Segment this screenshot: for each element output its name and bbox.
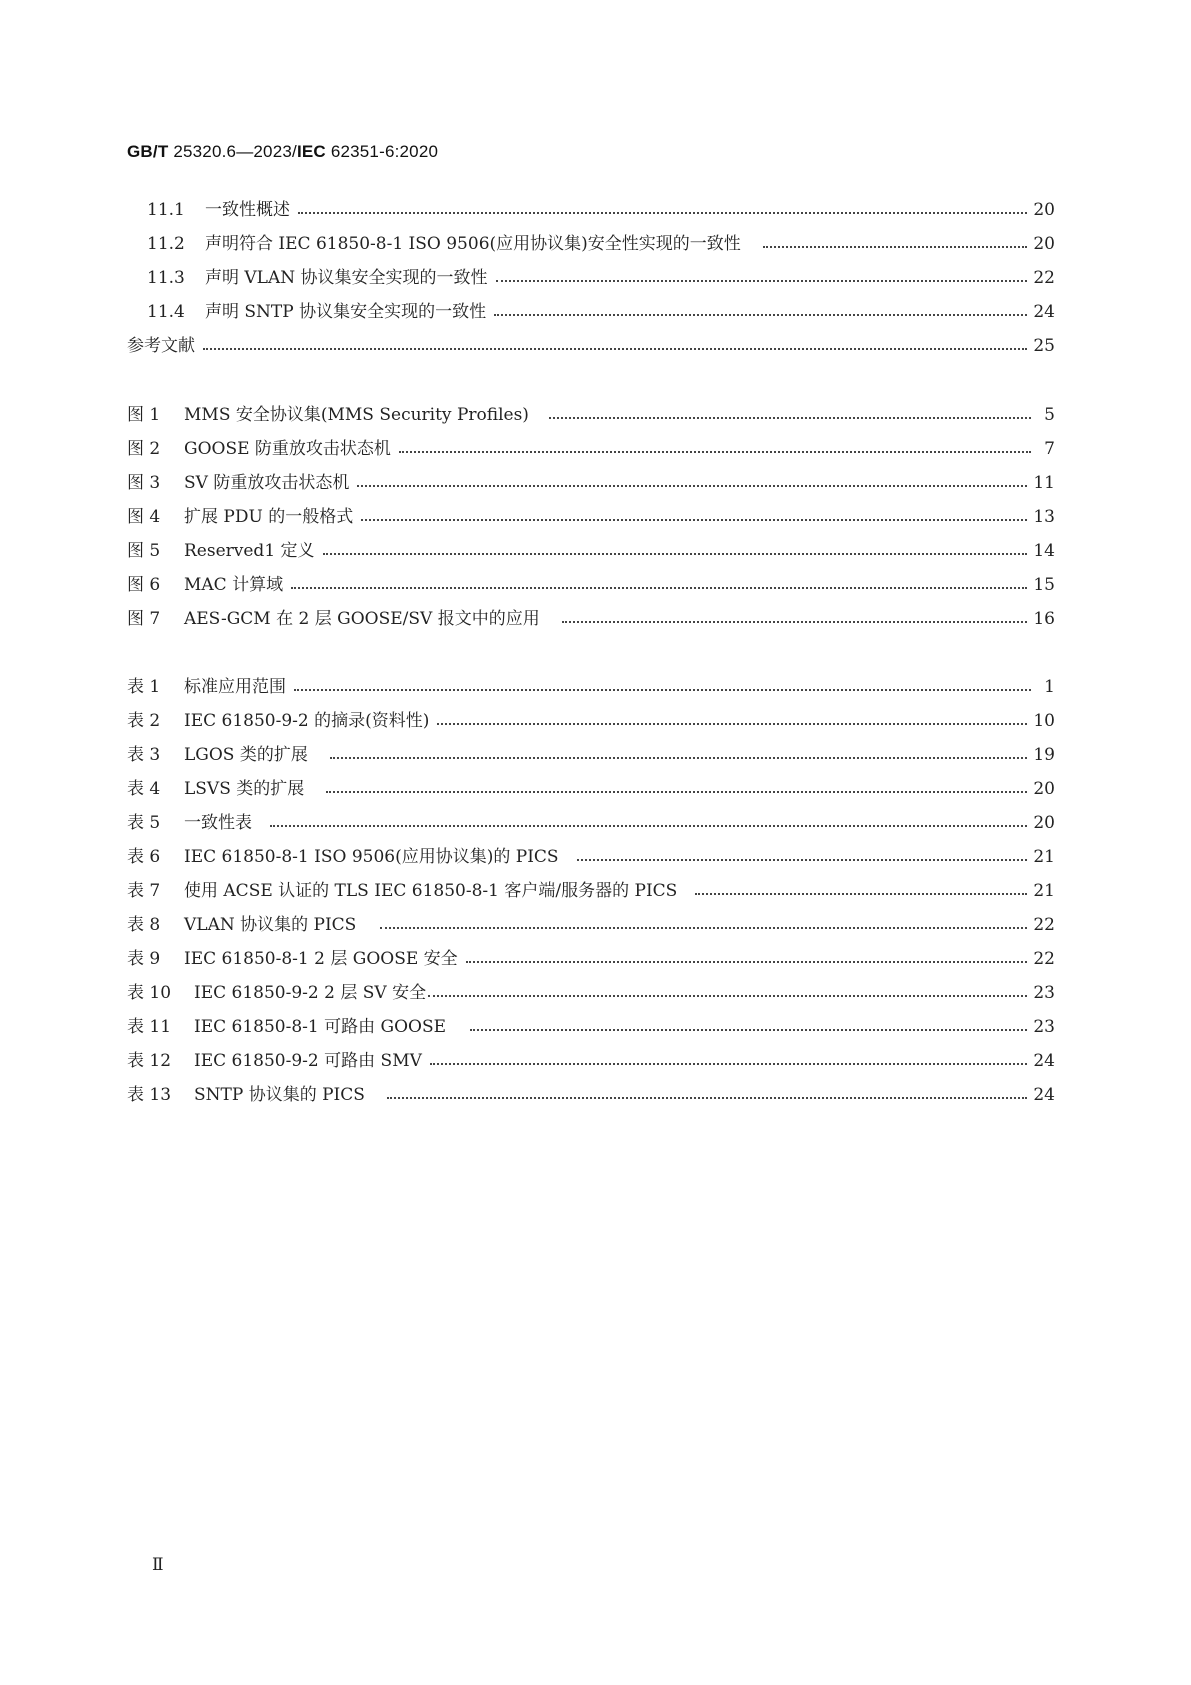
- figure-page: 16: [1033, 609, 1055, 629]
- figure-number: 图 7: [127, 609, 161, 629]
- dot-leader: [549, 400, 1031, 430]
- document-header: [127, 142, 438, 162]
- table-page: 23: [1033, 983, 1055, 1003]
- table-page: 19: [1033, 745, 1055, 765]
- figure-number: 图 4: [127, 507, 161, 527]
- table-entry[interactable]: [127, 1080, 1055, 1110]
- dot-leader: [387, 1080, 1027, 1110]
- table-page: 22: [1033, 915, 1055, 935]
- table-title: LGOS 类的扩展: [184, 745, 308, 765]
- dot-leader: [763, 229, 1028, 259]
- toc-entry-page: 20: [1033, 200, 1055, 220]
- toc-entry-title: 声明符合 IEC 61850-8-1 ISO 9506(应用协议集)安全性实现的一致性: [205, 234, 741, 254]
- figure-page: 11: [1033, 473, 1055, 493]
- table-entry[interactable]: [127, 1046, 1055, 1076]
- table-page: 20: [1033, 813, 1055, 833]
- figure-entry[interactable]: [127, 536, 1055, 566]
- figure-page: 7: [1044, 439, 1055, 459]
- dot-leader: [494, 297, 1027, 327]
- dot-leader: [380, 910, 1027, 940]
- table-title: IEC 61850-9-2 2 层 SV 安全: [194, 983, 427, 1003]
- standard-code: GB/T: [127, 142, 169, 161]
- figure-number: 图 6: [127, 575, 161, 595]
- toc-entry-title: 参考文献: [127, 336, 195, 356]
- figure-entry[interactable]: [127, 434, 1055, 464]
- figure-entry[interactable]: [127, 400, 1055, 430]
- table-title: SNTP 协议集的 PICS: [194, 1085, 365, 1105]
- table-entry[interactable]: [127, 1012, 1055, 1042]
- toc-entry-page: 22: [1033, 268, 1055, 288]
- table-number: 表 4: [127, 779, 161, 799]
- toc-entry-page: 25: [1033, 336, 1055, 356]
- table-page: 20: [1033, 779, 1055, 799]
- table-page: 24: [1033, 1051, 1055, 1071]
- table-entry[interactable]: [127, 910, 1055, 940]
- figure-page: 5: [1044, 405, 1055, 425]
- toc-entry[interactable]: [127, 263, 1055, 293]
- table-number: 表 12: [127, 1051, 172, 1071]
- toc-entry-number: 11.4: [147, 302, 185, 322]
- dot-leader: [428, 978, 1027, 1008]
- table-title: LSVS 类的扩展: [184, 779, 305, 799]
- table-number: 表 11: [127, 1017, 172, 1037]
- dot-leader: [291, 570, 1027, 600]
- table-title: 一致性表: [184, 813, 252, 833]
- table-title: IEC 61850-9-2 的摘录(资料性): [184, 711, 430, 731]
- figure-title: SV 防重放攻击状态机: [184, 473, 350, 493]
- table-number: 表 13: [127, 1085, 172, 1105]
- table-entry[interactable]: [127, 808, 1055, 838]
- figure-title: AES-GCM 在 2 层 GOOSE/SV 报文中的应用: [184, 609, 540, 629]
- figure-number: 图 2: [127, 439, 161, 459]
- figure-page: 13: [1033, 507, 1055, 527]
- table-entry[interactable]: [127, 978, 1055, 1008]
- table-title: IEC 61850-8-1 2 层 GOOSE 安全: [184, 949, 458, 969]
- iec-code: IEC: [296, 142, 326, 161]
- table-title: VLAN 协议集的 PICS: [184, 915, 357, 935]
- table-title: IEC 61850-8-1 ISO 9506(应用协议集)的 PICS: [184, 847, 559, 867]
- toc-entry-page: 24: [1033, 302, 1055, 322]
- table-number: 表 9: [127, 949, 161, 969]
- figure-number: 图 1: [127, 405, 161, 425]
- table-number: 表 6: [127, 847, 161, 867]
- dot-leader: [294, 672, 1031, 702]
- table-page: 22: [1033, 949, 1055, 969]
- figure-entry[interactable]: [127, 502, 1055, 532]
- figure-entry[interactable]: [127, 604, 1055, 634]
- figure-title: MAC 计算域: [184, 575, 284, 595]
- dot-leader: [577, 842, 1028, 872]
- toc-entry-page: 20: [1033, 234, 1055, 254]
- toc-entry-number: 11.2: [147, 234, 185, 254]
- dot-leader: [326, 774, 1027, 804]
- table-title: IEC 61850-9-2 可路由 SMV: [194, 1051, 422, 1071]
- figure-title: Reserved1 定义: [184, 541, 315, 561]
- table-title: 使用 ACSE 认证的 TLS IEC 61850-8-1 客户端/服务器的 PICS: [184, 881, 678, 901]
- figure-title: MMS 安全协议集(MMS Security Profiles): [184, 405, 529, 425]
- standard-number: 25320.6—2023/: [168, 142, 297, 161]
- toc-entry[interactable]: [127, 297, 1055, 327]
- iec-number: 62351-6:2020: [325, 142, 439, 161]
- table-page: 10: [1033, 711, 1055, 731]
- table-entry[interactable]: [127, 842, 1055, 872]
- table-entry[interactable]: [127, 672, 1055, 702]
- table-number: 表 2: [127, 711, 161, 731]
- figure-number: 图 5: [127, 541, 161, 561]
- toc-entry-title: 声明 SNTP 协议集安全实现的一致性: [205, 302, 487, 322]
- dot-leader: [430, 1046, 1027, 1076]
- dot-leader: [470, 1012, 1027, 1042]
- dot-leader: [562, 604, 1028, 634]
- toc-entry[interactable]: [127, 195, 1055, 225]
- figure-page: 14: [1033, 541, 1055, 561]
- dot-leader: [357, 468, 1027, 498]
- figure-title: 扩展 PDU 的一般格式: [184, 507, 354, 527]
- page-number: Ⅱ: [152, 1555, 164, 1575]
- figure-entry[interactable]: [127, 468, 1055, 498]
- dot-leader: [203, 331, 1027, 361]
- dot-leader: [466, 944, 1028, 974]
- table-number: 表 5: [127, 813, 161, 833]
- dot-leader: [323, 536, 1028, 566]
- table-entry[interactable]: [127, 706, 1055, 736]
- dot-leader: [298, 195, 1027, 225]
- table-entry[interactable]: [127, 740, 1055, 770]
- table-entry[interactable]: [127, 876, 1055, 906]
- toc-entry-title: 声明 VLAN 协议集安全实现的一致性: [205, 268, 488, 288]
- dot-leader: [270, 808, 1027, 838]
- table-entry[interactable]: [127, 774, 1055, 804]
- dot-leader: [361, 502, 1027, 532]
- toc-entry-references[interactable]: [127, 331, 1055, 361]
- table-entry[interactable]: [127, 944, 1055, 974]
- table-page: 21: [1033, 847, 1055, 867]
- dot-leader: [695, 876, 1027, 906]
- dot-leader: [330, 740, 1028, 770]
- table-number: 表 3: [127, 745, 161, 765]
- table-title: 标准应用范围: [184, 677, 286, 697]
- table-number: 表 1: [127, 677, 161, 697]
- dot-leader: [437, 706, 1027, 736]
- figure-page: 15: [1033, 575, 1055, 595]
- dot-leader: [496, 263, 1028, 293]
- table-number: 表 10: [127, 983, 172, 1003]
- table-page: 21: [1033, 881, 1055, 901]
- table-page: 1: [1044, 677, 1055, 697]
- table-number: 表 8: [127, 915, 161, 935]
- dot-leader: [399, 434, 1031, 464]
- table-title: IEC 61850-8-1 可路由 GOOSE: [194, 1017, 447, 1037]
- figure-title: GOOSE 防重放攻击状态机: [184, 439, 391, 459]
- toc-entry-title: 一致性概述: [205, 200, 290, 220]
- figure-number: 图 3: [127, 473, 161, 493]
- toc-entry-number: 11.1: [147, 200, 185, 220]
- table-page: 24: [1033, 1085, 1055, 1105]
- table-page: 23: [1033, 1017, 1055, 1037]
- table-number: 表 7: [127, 881, 161, 901]
- toc-entry-number: 11.3: [147, 268, 185, 288]
- figure-entry[interactable]: [127, 570, 1055, 600]
- toc-entry[interactable]: [127, 229, 1055, 259]
